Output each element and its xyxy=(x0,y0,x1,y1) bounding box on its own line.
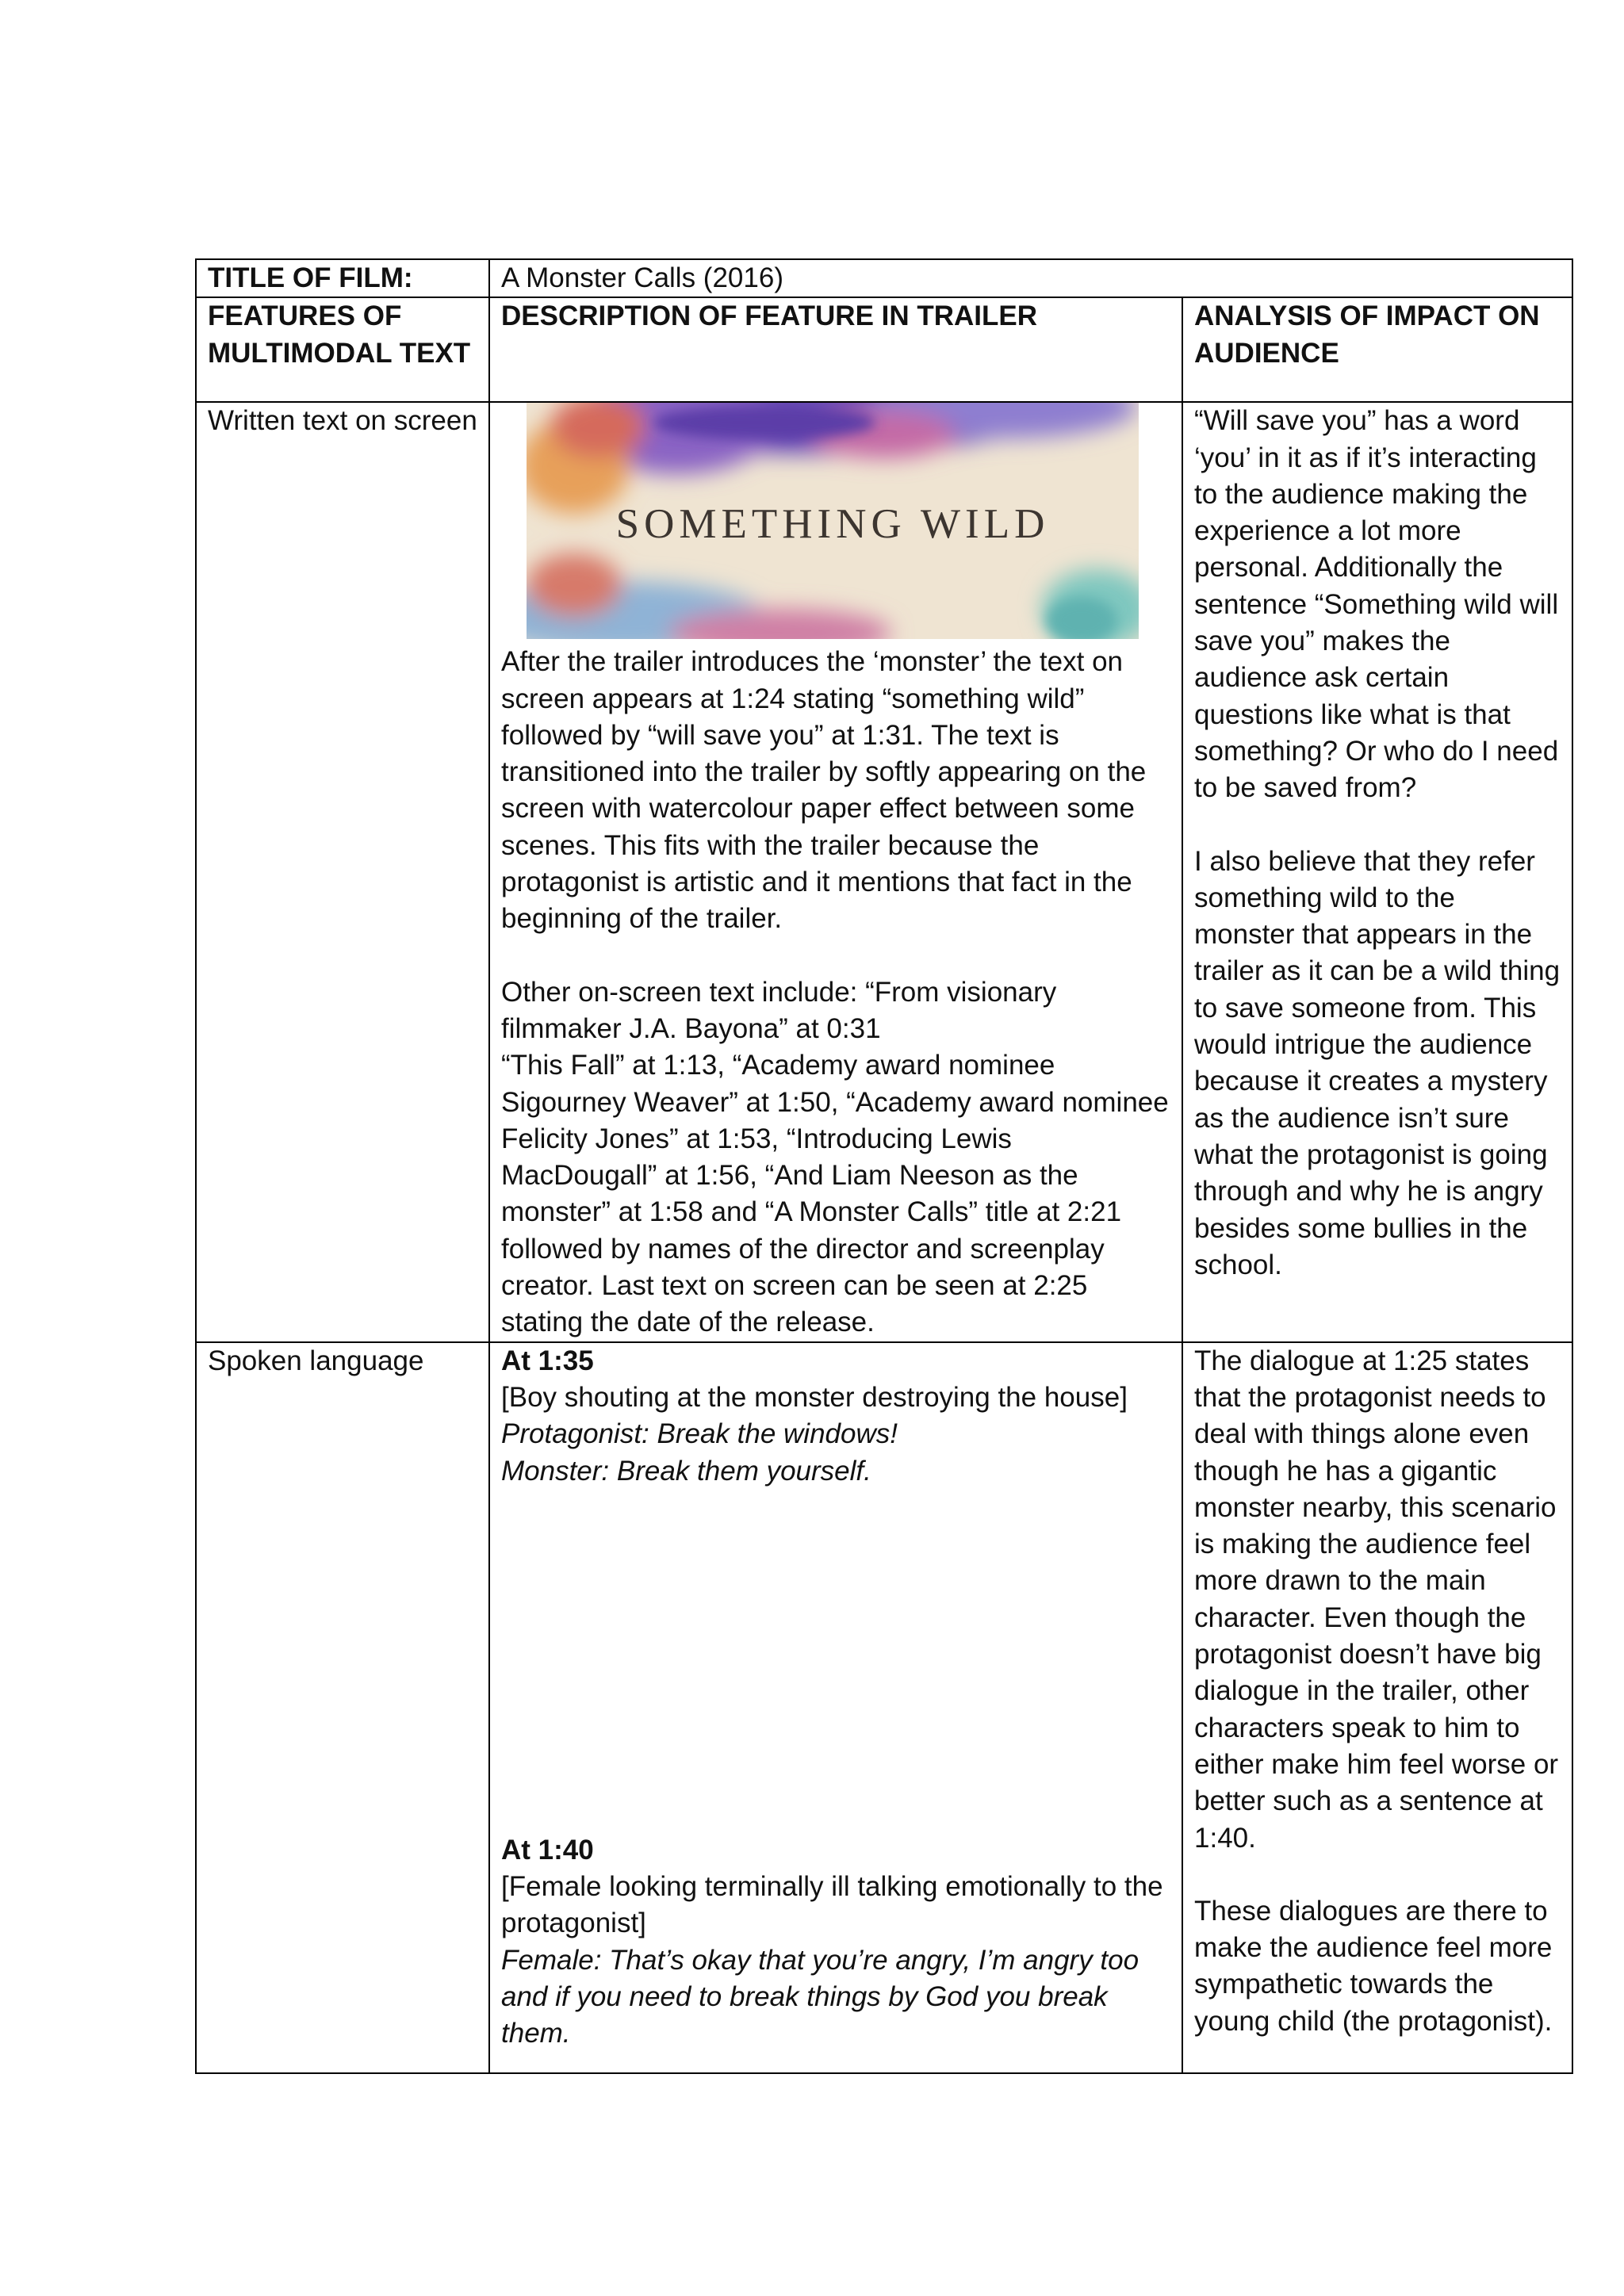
analysis-paragraph: I also believe that they refer something wild to the monster that appears in the trailer as it can be a wild thing to save someone from. This would intrigue the audience because it creates a mystery as the audience isn’t sure what the protagonist is going through and why he is angry besides some bullies in the school. xyxy=(1194,845,1561,1280)
feature-spoken-language: Spoken language xyxy=(196,1342,489,2073)
film-analysis-table xyxy=(195,258,1573,2074)
paragraph-gap xyxy=(1194,807,1561,844)
header-analysis: ANALYSIS OF IMPACT ON AUDIENCE xyxy=(1182,297,1572,402)
dialogue-line: Monster: Break them yourself. xyxy=(501,1455,871,1487)
analysis-written-text xyxy=(1182,402,1572,1341)
analysis-spoken-language xyxy=(1182,1342,1572,2073)
feature-written-text: Written text on screen xyxy=(196,402,489,1341)
title-row xyxy=(196,259,1572,297)
description-paragraph: After the trailer introduces the ‘monster’ the text on screen appears at 1:24 stating “something wild” followed by “will save you” at 1:31. The text is transitioned into the trailer by softly appearing on the screen with watercolour paper effect between some scenes. This fits with the trailer because the protagonist is artistic and it mentions that fact in the beginning of the trailer. xyxy=(501,646,1147,935)
header-row xyxy=(196,297,1572,402)
header-features: FEATURES OF MULTIMODAL TEXT xyxy=(196,297,489,402)
analysis-paragraph: “Will save you” has a word ‘you’ in it as if it’s interacting to the audience making the experience a lot more personal. Additionally the sentence “Something wild will save you” makes the audience ask certain questions like what is that something? Or who do I need to be saved from? xyxy=(1194,405,1559,804)
table-row-written-text xyxy=(196,402,1572,1341)
table-row-spoken-language xyxy=(196,1342,1572,2073)
dialogue-line: Female: That’s okay that you’re angry, I’m angry too and if you need to break things by God you break them. xyxy=(501,1944,1139,2049)
header-description: DESCRIPTION OF FEATURE IN TRAILER xyxy=(489,297,1182,402)
trailer-screenshot xyxy=(527,403,1139,639)
description-written-text xyxy=(489,402,1182,1341)
paragraph-gap xyxy=(501,938,1170,974)
stage-direction: [Boy shouting at the monster destroying the house] xyxy=(501,1381,1128,1413)
analysis-paragraph: These dialogues are there to make the audience feel more sympathetic towards the young child (the protagonist). xyxy=(1194,1895,1553,2037)
paragraph-gap xyxy=(1194,1857,1561,1893)
blank-space xyxy=(501,1490,1170,1832)
stage-direction: [Female looking terminally ill talking emotionally to the protagonist] xyxy=(501,1871,1163,1939)
scene-timestamp: At 1:40 xyxy=(501,1834,594,1866)
scene-timestamp: At 1:35 xyxy=(501,1345,594,1376)
description-spoken-language xyxy=(489,1342,1182,2073)
description-paragraph: Other on-screen text include: “From visionary filmmaker J.A. Bayona” at 0:31 xyxy=(501,976,1057,1044)
analysis-paragraph: The dialogue at 1:25 states that the protagonist needs to deal with things alone even though he has a gigantic monster nearby, this scenario is making the audience feel more drawn to the main character. Even though the protagonist doesn’t have big dialogue in the trailer, other characters speak to him to either make him feel worse or better such as a sentence at 1:40. xyxy=(1194,1345,1559,1854)
description-paragraph: “This Fall” at 1:13, “Academy award nominee Sigourney Weaver” at 1:50, “Academy award nominee Felicity Jones” at 1:53, “Introducing Lewis MacDougall” at 1:56, “And Liam Neeson as the monster” at 1:58 and “A Monster Calls” title at 2:21 followed by names of the director and screenplay creator. Last text on screen can be seen at 2:25 stating the date of the release. xyxy=(501,1050,1169,1338)
screenshot-caption: SOMETHING WILD xyxy=(615,501,1050,548)
dialogue-line: Protagonist: Break the windows! xyxy=(501,1418,898,1450)
film-title: A Monster Calls (2016) xyxy=(489,259,1572,297)
title-label: TITLE OF FILM: xyxy=(196,259,489,297)
